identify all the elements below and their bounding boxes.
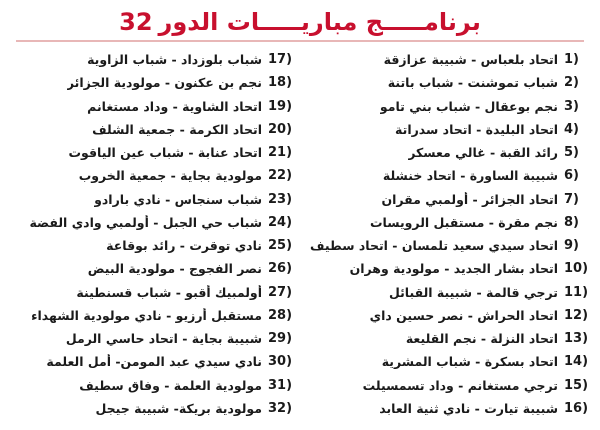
fixture-match: ترجي قالمة - شبيبة القبائل [388,284,558,300]
fixture-row [6,164,298,187]
left-fixture-column [6,48,298,420]
fixture-row [6,211,298,234]
fixture-number: 18) [268,75,293,91]
fixture-number: 22) [268,168,293,184]
fixture-match: شباب حي الجبل - أولمبي وادي الفضة [29,214,262,230]
fixture-match: شباب بلوزداد - شباب الزاوية [87,52,262,68]
fixture-number: 5) [564,145,579,161]
fixture-number: 10) [564,261,589,277]
fixture-match: اتحاد البليدة - اتحاد سدراتة [395,121,558,137]
fixture-number: 6) [564,168,579,184]
fixture-number: 30) [268,354,293,370]
fixture-match: رائد القبة - غالي معسكر [408,145,558,161]
fixture-number: 11) [564,284,589,300]
fixture-row [302,118,594,141]
fixture-match: اتحاد بلعباس - شبيبة عزازقة [383,52,558,68]
fixture-number: 3) [564,98,579,114]
fixture-number: 25) [268,238,293,254]
fixture-row [302,48,594,71]
fixture-number: 12) [564,307,589,323]
fixture-number: 1) [564,52,579,68]
fixture-row [6,234,298,257]
fixture-match: مولودية بجاية - جمعية الخروب [78,168,262,184]
fixture-number: 8) [564,214,579,230]
fixture-number: 21) [268,145,293,161]
fixture-match: نجم بن عكنون - مولودية الجزائر [66,75,262,91]
round-number: 32 [119,8,153,36]
fixture-match: مولودية بريكة- شبيبة جيجل [95,400,262,416]
fixture-match: اتحاد النزلة - نجم القليعة [405,331,558,347]
fixture-row [302,374,594,397]
fixture-number: 28) [268,307,293,323]
fixture-number: 29) [268,331,293,347]
fixture-number: 9) [564,238,579,254]
fixture-row [302,304,594,327]
fixture-number: 4) [564,121,579,137]
fixture-match: اتحاد الجزائر - أولمبي مقران [381,191,558,207]
right-fixture-column [302,48,594,420]
fixture-number: 7) [564,191,579,207]
fixture-row [6,71,298,94]
fixture-match: اتحاد الكرمة - جمعية الشلف [92,121,262,137]
fixture-number: 26) [268,261,293,277]
fixture-row [6,257,298,280]
fixture-match: شباب تموشنت - شباب باتنة [387,75,558,91]
fixture-row [6,118,298,141]
fixture-number: 32) [268,400,293,416]
fixture-row [302,141,594,164]
fixture-match: شبيبة بجاية - اتحاد حاسي الرمل [65,331,262,347]
fixture-row [6,95,298,118]
fixture-number: 24) [268,214,293,230]
fixture-row [6,48,298,71]
fixture-number: 15) [564,377,589,393]
page-title: برنامـــــج مباريـــــات الدور [158,8,481,36]
fixture-number: 23) [268,191,293,207]
fixture-match: شبيبة تيارت - نادي ثنية العابد [379,400,558,416]
fixture-number: 27) [268,284,293,300]
fixture-row [302,257,594,280]
fixture-match: شبيبة الساورة - اتحاد خنشلة [382,168,558,184]
fixture-match: أولمبيك أقبو - شباب قسنطينة [76,284,262,300]
fixture-match: نجم بوعقال - شباب بني تامو [379,98,558,114]
fixture-row [302,234,594,257]
fixture-match: اتحاد بشار الجديد - مولودية وهران [349,261,558,277]
fixture-number: 13) [564,331,589,347]
fixture-number: 19) [268,98,293,114]
fixture-number: 31) [268,377,293,393]
fixture-row [302,327,594,350]
fixture-row [6,141,298,164]
fixture-row [6,350,298,373]
fixture-match: اتحاد الحراش - نصر حسين داي [369,307,558,323]
fixture-match: نجم مقرة - مستقبل الرويسات [369,214,558,230]
fixture-row [6,327,298,350]
fixture-row [302,281,594,304]
fixture-row [302,164,594,187]
fixture-match: نادي توقرت - رائد بوقاعة [106,238,262,254]
fixture-row [302,397,594,420]
fixture-row [6,397,298,420]
fixture-number: 20) [268,121,293,137]
fixture-match: شباب سنجاس - نادي بارادو [94,191,262,207]
fixture-number: 17) [268,52,293,68]
fixture-row [302,188,594,211]
fixture-match: مولودية العلمة - وفاق سطيف [79,377,262,393]
fixture-row [6,304,298,327]
fixture-row [302,211,594,234]
fixture-match: نادي سيدي عبد المومن- أمل العلمة [46,354,262,370]
fixture-row [6,281,298,304]
fixture-number: 2) [564,75,579,91]
title-bar [16,4,584,42]
fixture-match: ترجي مستغانم - وداد تسمسيلت [362,377,558,393]
fixture-match: اتحاد الشاوية - وداد مستغانم [87,98,262,114]
fixture-match: اتحاد سيدي سعيد تلمسان - اتحاد سطيف [310,238,558,254]
fixture-row [6,374,298,397]
fixtures-columns [6,48,594,420]
fixture-row [302,71,594,94]
fixture-match: اتحاد بسكرة - شباب المشرية [381,354,558,370]
fixture-row [302,350,594,373]
fixture-match: اتحاد عنابة - شباب عين الياقوت [68,145,262,161]
fixture-number: 14) [564,354,589,370]
fixture-number: 16) [564,400,589,416]
fixture-match: نصر الفجوج - مولودية البيض [87,261,262,277]
fixture-row [6,188,298,211]
fixture-match: مستقبل أرزيو - نادي مولودية الشهداء [31,307,262,323]
fixture-row [302,95,594,118]
